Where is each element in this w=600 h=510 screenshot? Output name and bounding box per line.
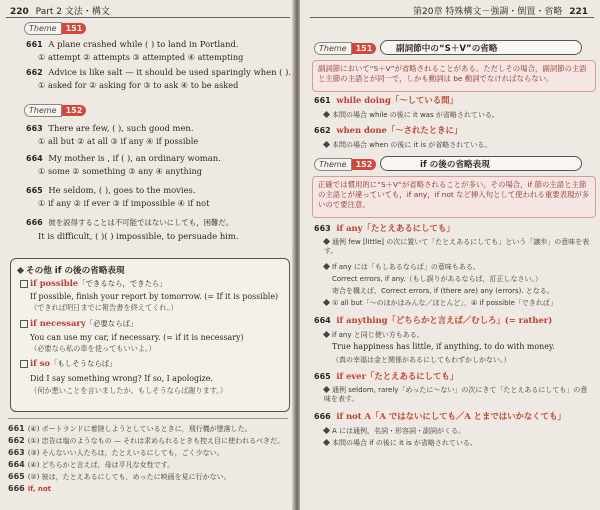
answer-number: 662	[8, 436, 25, 445]
explanation-number: 664	[314, 316, 331, 325]
answer-665	[8, 472, 231, 482]
explanation-666	[314, 412, 566, 422]
explanation-head: if not A「A ではないにしても／A とまではいかなくても」	[336, 411, 566, 421]
answer-number: 664	[8, 460, 25, 469]
theme-label: Theme	[24, 22, 62, 35]
bullet-icon	[17, 266, 24, 273]
answer-number: 665	[8, 472, 25, 481]
section-intro-text: 正確では慣用的に“S＋V”が省略されることが多い。その場合，if 節の主語と主節の主語とが違っていても，if any，if not など挿入句として使われる重要表現が多いので要注意。	[318, 180, 590, 209]
left-running-head-text: Part 2 文法・構文	[35, 7, 110, 17]
box-item-head-jp: 「もしそうならば」	[50, 359, 117, 368]
question-number: 664	[26, 154, 43, 163]
box-item-gloss: （必要なら私の車を使ってもいいよ。）	[30, 344, 156, 353]
bullet-icon	[323, 111, 330, 118]
explanation-number: 665	[314, 372, 331, 381]
choices-661: ① attempt ② attempts ③ attempted ④ attempting	[38, 52, 244, 62]
left-header-rule	[6, 17, 290, 18]
section-intro-text: 副詞節において“S＋V”が省略されることがある。ただしその場合，副詞節の主語と主節の主語とが同一で，しかも動詞は be 動詞でなければならない。	[318, 64, 587, 83]
answer-text: (①) 忠告は塩のようなもの — それは求められるときも控え目に使われるべきだ。	[27, 437, 285, 445]
right-running-head	[413, 4, 592, 17]
answer-text: (④) どちらかと言えば，母は平凡な女性です。	[27, 461, 175, 469]
question-666	[26, 218, 233, 228]
box-item-example: Did I say something wrong? If so, I apologize.	[30, 374, 213, 383]
bullet-icon	[323, 439, 330, 446]
explanation-664	[314, 316, 552, 326]
question-662	[26, 68, 291, 78]
explanation-note-text: 通例 seldom, rarely「めったに〜ない」の次にきて「たとえあるにしても」の意味を表す。	[324, 386, 588, 403]
explanation-head: if ever「たとえあるにしても」	[336, 371, 459, 381]
box-item-example: You can use my car, if necessary. (= if it is necessary)	[30, 333, 244, 342]
answer-662	[8, 436, 284, 446]
bullet-icon	[323, 141, 330, 148]
answer-664	[8, 460, 174, 470]
explanation-gloss: （真の幸福は金と関係があるにしてもわずかしかない。）	[332, 356, 511, 364]
explanation-note-text: 通例 few [little] の次に置いて「たとえあるにしても」という「譲歩」の意味を表す。	[324, 238, 590, 255]
explanation-note	[324, 140, 491, 150]
question-number: 662	[26, 68, 43, 77]
explanation-661	[314, 96, 458, 106]
question-text: My mother is , if ( ), an ordinary woman.	[48, 153, 221, 163]
answer-text: (③) そんないい人たちは，たとえいるにしても，ごく少ない。	[27, 449, 224, 457]
question-666-sentence: It is difficult, ( )( ) impossible, to persuade him.	[38, 231, 239, 241]
explanation-note-text: 本問の場合 while の後に it was が省略されている。	[332, 111, 499, 119]
explanation-number: 662	[314, 126, 331, 135]
box-item-head: if possible	[30, 278, 79, 288]
right-page-number: 221	[569, 7, 588, 17]
theme-152-badge	[314, 158, 376, 171]
question-number: 663	[26, 124, 43, 133]
explanation-662	[314, 126, 462, 136]
explanation-note	[324, 330, 424, 340]
bullet-icon	[323, 331, 330, 338]
right-running-head-text: 第20章 特殊構文－強調・倒置・省略	[413, 7, 563, 17]
answer-666	[8, 484, 51, 493]
bullet-icon	[323, 263, 330, 270]
checkbox-icon	[20, 320, 28, 328]
question-665	[26, 186, 196, 196]
explanation-head: if any「たとえあるにしても」	[336, 223, 455, 233]
supplement-box-title	[18, 264, 125, 276]
answer-number: 661	[8, 424, 25, 433]
explanation-note-text: If any には「もしあるならば」の意味もある。	[332, 263, 480, 271]
explanation-note-text: 本問の場合 when の後に it is が省略されている。	[332, 141, 492, 149]
explanation-note	[324, 110, 499, 120]
theme-label: Theme	[24, 104, 62, 117]
explanation-note: 寄合を構えば，Correct errors, if (there are) any (errors). となる。	[332, 287, 554, 295]
choices-663: ① all but ② at all ③ if any ④ if possible	[38, 136, 199, 146]
explanation-663	[314, 224, 455, 234]
explanation-note-text: A には通例，名詞・形容詞・副詞がくる。	[332, 427, 466, 435]
supplement-box-title-text: その他 if の後の省略表現	[26, 266, 125, 276]
theme-number: 152	[352, 159, 377, 170]
left-page	[0, 0, 297, 510]
explanation-number: 663	[314, 224, 331, 233]
explanation-number: 666	[314, 412, 331, 421]
choices-662: ① asked for ② asking for ③ to ask ④ to be asked	[38, 80, 239, 90]
box-item-example: If possible, finish your report by tomorrow. (= If it is possible)	[30, 292, 279, 301]
answer-text: (②) 彼は，たとえあるにしても，めったに映画を見に行かない。	[27, 473, 231, 481]
answer-text: if, not	[27, 485, 51, 493]
explanation-note	[324, 262, 480, 272]
choices-664: ① some ② something ③ any ④ anything	[38, 166, 203, 176]
answer-number: 663	[8, 448, 25, 457]
left-running-head	[6, 4, 110, 17]
explanation-number: 661	[314, 96, 331, 105]
right-page	[300, 0, 600, 510]
box-item-head: if necessary	[30, 318, 86, 328]
answer-661	[8, 424, 252, 434]
explanation-head: while doing「〜している間」	[336, 95, 458, 105]
explanation-note-text: ① all but「〜のほかはみんな／ほとんど」，④ if possible「できれば」	[332, 299, 557, 307]
bullet-icon	[323, 427, 330, 434]
bullet-icon	[323, 238, 330, 245]
section-title: 副詞節中の“S＋V”の省略	[396, 44, 498, 54]
question-number: 661	[26, 40, 43, 49]
answer-663	[8, 448, 224, 458]
explanation-note-text: 本問の場合 if の後に it is が省略されている。	[332, 439, 477, 447]
explanation-note-text: if any と同じ使い方もある。	[332, 331, 424, 339]
checkbox-icon	[20, 360, 28, 368]
box-item-head-jp: 「必要ならば」	[85, 319, 138, 328]
question-japanese: 彼を説得することは不可能ではないにしても，困難だ。	[48, 218, 234, 227]
answers-divider	[8, 418, 288, 419]
bullet-icon	[323, 386, 330, 393]
question-number: 666	[26, 218, 43, 227]
question-text: Advice is like salt — it should be used sparingly when ( ).	[48, 67, 292, 77]
explanation-example: True happiness has little, if anything, to do with money.	[332, 342, 555, 351]
answer-number: 666	[8, 484, 25, 493]
explanation-note	[324, 426, 465, 436]
box-item-if-possible	[20, 279, 167, 289]
question-number: 665	[26, 186, 43, 195]
box-item-head-jp: 「できるなら，できたら」	[78, 279, 167, 288]
left-page-number: 220	[10, 7, 29, 17]
theme-151-badge	[314, 42, 376, 55]
answer-text: (④) ポートランドに着陸しようとしているときに，飛行機が墜落した。	[27, 425, 252, 433]
checkbox-icon	[20, 280, 28, 288]
explanation-head: if anything「どちらかと言えば／むしろ」(= rather)	[336, 315, 553, 325]
bullet-icon	[323, 299, 330, 306]
theme-number: 152	[62, 105, 87, 116]
theme-number: 151	[62, 23, 87, 34]
question-664	[26, 154, 221, 164]
box-item-if-necessary	[20, 319, 137, 329]
question-663	[26, 124, 193, 134]
explanation-665	[314, 372, 458, 382]
theme-151-badge	[24, 22, 86, 35]
box-item-head: if so	[30, 358, 51, 368]
box-item-if-so	[20, 359, 117, 369]
choices-665: ① if any ② if ever ③ if impossible ④ if not	[38, 198, 210, 208]
theme-number: 151	[352, 43, 377, 54]
question-text: A plane crashed while ( ) to land in Portland.	[48, 39, 239, 49]
explanation-head: when done「〜されたときに」	[336, 125, 463, 135]
explanation-note	[324, 238, 592, 256]
theme-label: Theme	[314, 158, 352, 171]
theme-label: Theme	[314, 42, 352, 55]
explanation-note	[324, 298, 557, 308]
question-text: There are few, ( ), such good men.	[48, 123, 194, 133]
theme-152-badge	[24, 104, 86, 117]
explanation-note: Correct errors, if any.（もし誤りがあるならば，訂正しなさい。）	[332, 275, 543, 283]
right-header-rule	[310, 17, 594, 18]
section-title: if の後の省略表現	[420, 160, 490, 170]
explanation-note	[324, 438, 477, 448]
question-text: He seldom, ( ), goes to the movies.	[48, 185, 196, 195]
box-item-gloss: （何か悪いことを言いましたか。もしそうならば謝ります。）	[30, 386, 228, 395]
explanation-note	[324, 386, 592, 404]
question-661	[26, 40, 239, 50]
box-item-gloss: （できれば明日までに報告書を終えてくれ。）	[30, 303, 178, 312]
